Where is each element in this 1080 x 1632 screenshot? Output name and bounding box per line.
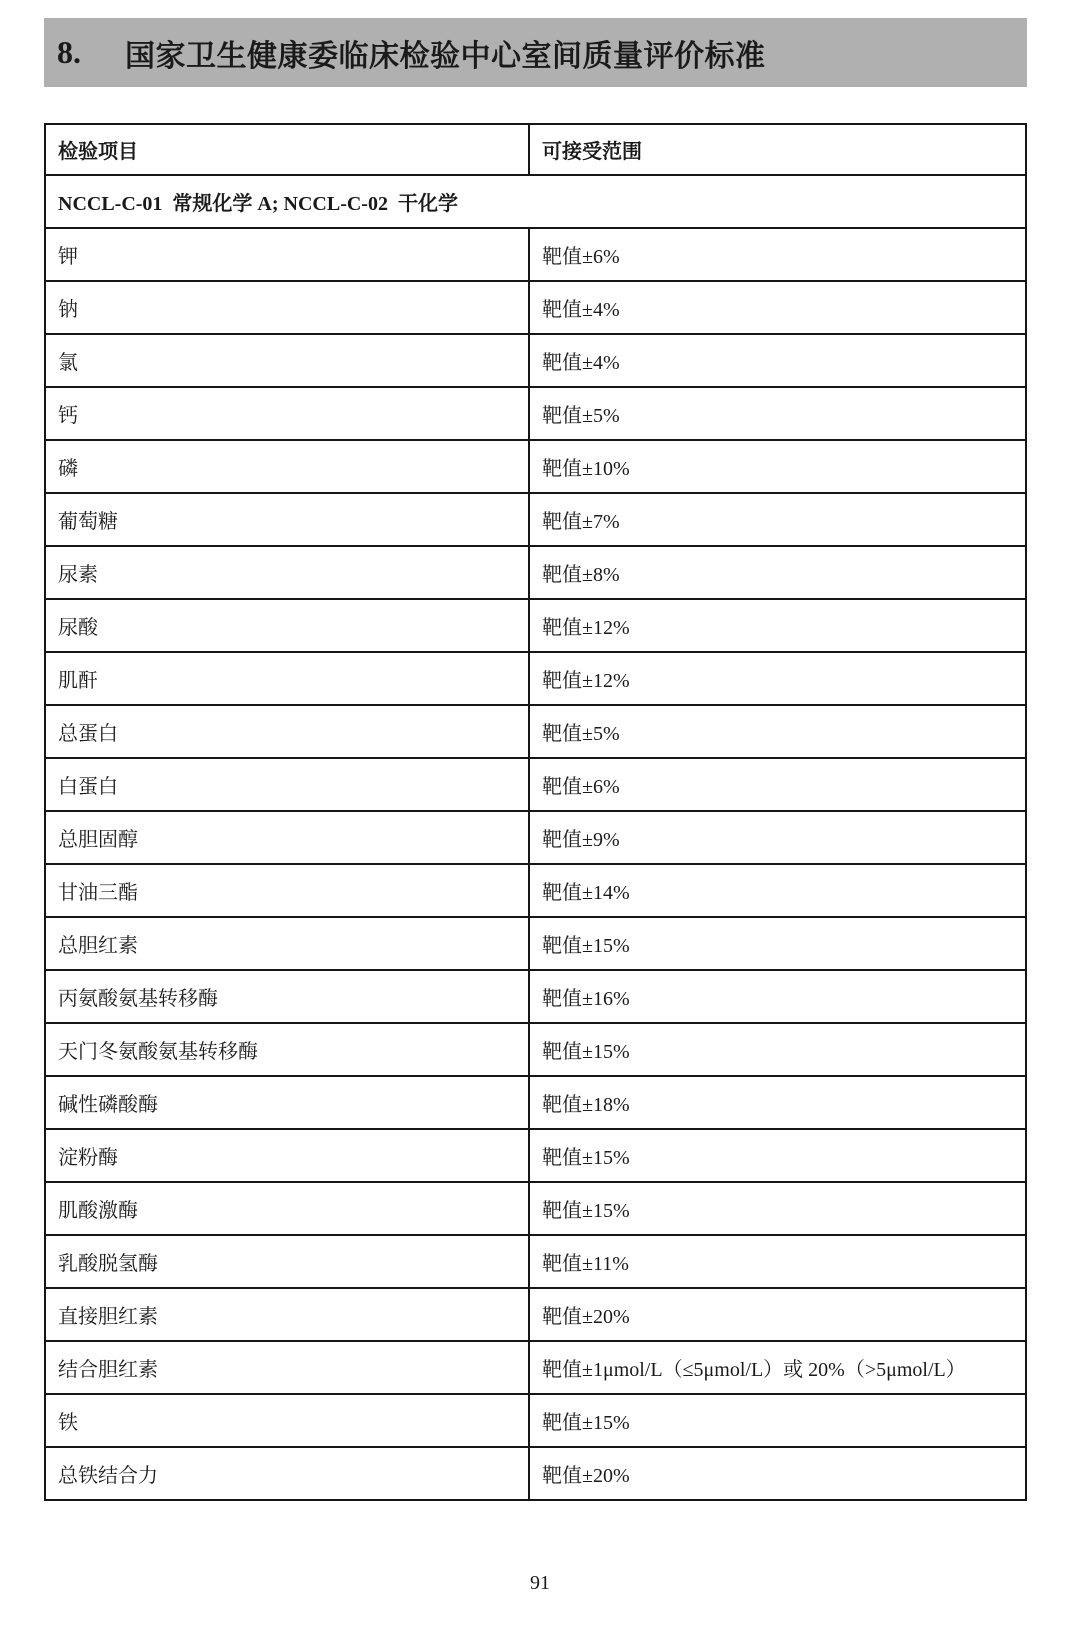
test-item-cell: 碱性磷酸酶 [45,1076,529,1129]
acceptable-range-cell: 靶值±15% [529,1129,1026,1182]
test-item-cell: 氯 [45,334,529,387]
table-row [45,970,1026,1023]
test-item-cell: 肌酐 [45,652,529,705]
table-row [45,864,1026,917]
test-item-cell: 总蛋白 [45,705,529,758]
test-item-cell: 甘油三酯 [45,864,529,917]
table-row [45,1235,1026,1288]
table-row [45,546,1026,599]
acceptable-range-cell: 靶值±9% [529,811,1026,864]
table-row [45,1182,1026,1235]
table-row [45,440,1026,493]
table-row [45,1394,1026,1447]
acceptable-range-cell: 靶值±8% [529,546,1026,599]
table-row [45,652,1026,705]
table-row [45,493,1026,546]
page-number: 91 [530,1572,550,1594]
test-item-cell: 尿酸 [45,599,529,652]
test-item-cell: 丙氨酸氨基转移酶 [45,970,529,1023]
test-item-cell: 淀粉酶 [45,1129,529,1182]
test-item-cell: 钾 [45,228,529,281]
table-header-row [45,124,1026,175]
table-body [45,175,1026,1500]
table-row [45,1023,1026,1076]
test-item-cell: 白蛋白 [45,758,529,811]
table-row [45,1076,1026,1129]
quality-standards-table [44,123,1027,1501]
table-row [45,1447,1026,1500]
acceptable-range-cell: 靶值±14% [529,864,1026,917]
table-row [45,281,1026,334]
acceptable-range-cell: 靶值±15% [529,1023,1026,1076]
section-number: 8. [57,34,81,70]
table-row [45,387,1026,440]
section-heading-bar [44,18,1027,87]
table-row [45,758,1026,811]
acceptable-range-cell: 靶值±1μmol/L（≤5μmol/L）或 20%（>5μmol/L） [529,1341,1026,1394]
acceptable-range-cell: 靶值±20% [529,1447,1026,1500]
table-row [45,811,1026,864]
test-item-cell: 天门冬氨酸氨基转移酶 [45,1023,529,1076]
test-item-cell: 钠 [45,281,529,334]
acceptable-range-cell: 靶值±15% [529,1182,1026,1235]
acceptable-range-cell: 靶值±12% [529,652,1026,705]
table-row [45,1341,1026,1394]
acceptable-range-cell: 靶值±7% [529,493,1026,546]
acceptable-range-cell: 靶值±4% [529,281,1026,334]
acceptable-range-cell: 靶值±16% [529,970,1026,1023]
section-label: NCCL-C-01 常规化学 A; NCCL-C-02 干化学 [45,175,1026,228]
table-row [45,705,1026,758]
table-section-row [45,175,1026,228]
test-item-cell: 乳酸脱氢酶 [45,1235,529,1288]
acceptable-range-cell: 靶值±4% [529,334,1026,387]
acceptable-range-cell: 靶值±15% [529,1394,1026,1447]
table-row [45,1288,1026,1341]
acceptable-range-cell: 靶值±12% [529,599,1026,652]
acceptable-range-cell: 靶值±15% [529,917,1026,970]
acceptable-range-cell: 靶值±5% [529,705,1026,758]
column-header-acceptable-range: 可接受范围 [529,124,1026,175]
table-row [45,334,1026,387]
test-item-cell: 结合胆红素 [45,1341,529,1394]
section-title: 国家卫生健康委临床检验中心室间质量评价标准 [125,39,766,73]
acceptable-range-cell: 靶值±5% [529,387,1026,440]
table-row [45,599,1026,652]
table-row [45,228,1026,281]
acceptable-range-cell: 靶值±20% [529,1288,1026,1341]
acceptable-range-cell: 靶值±10% [529,440,1026,493]
test-item-cell: 总胆固醇 [45,811,529,864]
acceptable-range-cell: 靶值±18% [529,1076,1026,1129]
acceptable-range-cell: 靶值±6% [529,228,1026,281]
table-row [45,917,1026,970]
test-item-cell: 钙 [45,387,529,440]
test-item-cell: 磷 [45,440,529,493]
test-item-cell: 直接胆红素 [45,1288,529,1341]
acceptable-range-cell: 靶值±11% [529,1235,1026,1288]
test-item-cell: 总铁结合力 [45,1447,529,1500]
test-item-cell: 铁 [45,1394,529,1447]
test-item-cell: 肌酸激酶 [45,1182,529,1235]
test-item-cell: 尿素 [45,546,529,599]
test-item-cell: 葡萄糖 [45,493,529,546]
acceptable-range-cell: 靶值±6% [529,758,1026,811]
table-row [45,1129,1026,1182]
column-header-test-item: 检验项目 [45,124,529,175]
test-item-cell: 总胆红素 [45,917,529,970]
